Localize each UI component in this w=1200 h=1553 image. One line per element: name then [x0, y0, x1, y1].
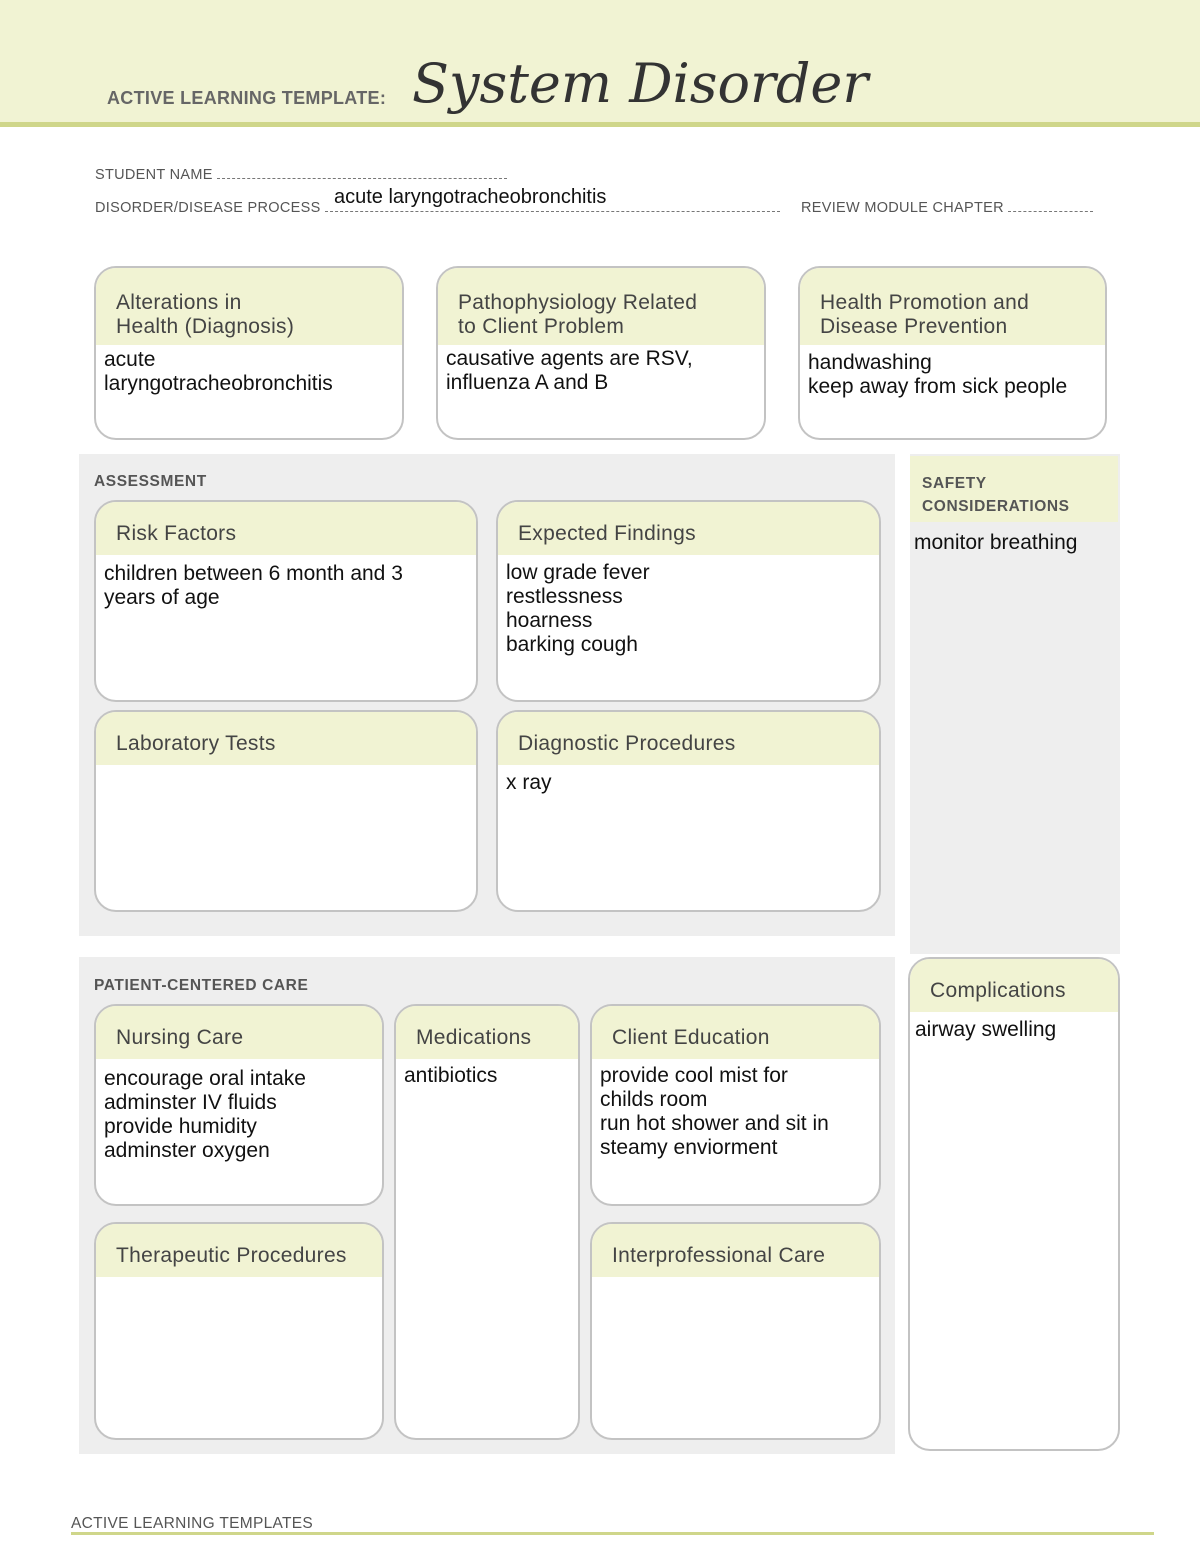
footer-label: ACTIVE LEARNING TEMPLATES [71, 1515, 314, 1532]
diagnostic-procedures-card [496, 710, 881, 912]
expected-findings-title: Expected Findings [498, 502, 879, 555]
interprofessional-care-card [590, 1222, 881, 1440]
patient-centered-care-label: PATIENT-CENTERED CARE [94, 977, 309, 994]
header-rule [0, 122, 1200, 127]
template-label: ACTIVE LEARNING TEMPLATE: [107, 88, 387, 108]
health-promotion-content[interactable]: handwashing keep away from sick people [808, 351, 1068, 398]
safety-panel [910, 454, 1120, 954]
student-name-field[interactable] [217, 165, 507, 179]
student-name-label: STUDENT NAME [95, 167, 213, 183]
safety-content[interactable]: monitor breathing [914, 531, 1078, 554]
laboratory-tests-title: Laboratory Tests [96, 712, 476, 765]
pathophysiology-title: Pathophysiology Related to Client Problem [438, 268, 764, 345]
alterations-title: Alterations in Health (Diagnosis) [96, 268, 402, 345]
complications-title: Complications [910, 959, 1118, 1012]
nursing-care-title: Nursing Care [96, 1006, 382, 1059]
complications-content[interactable]: airway swelling [915, 1018, 1057, 1041]
risk-factors-card [94, 500, 478, 702]
footer-rule [71, 1532, 1154, 1535]
client-education-content[interactable]: provide cool mist for childs room run hot shower and sit in steamy enviorment [600, 1064, 829, 1159]
pathophysiology-card [436, 266, 766, 440]
client-education-title: Client Education [592, 1006, 879, 1059]
therapeutic-procedures-content[interactable] [96, 1277, 382, 1283]
interprofessional-care-title: Interprofessional Care [592, 1224, 879, 1277]
health-promotion-title: Health Promotion and Disease Prevention [800, 268, 1105, 345]
therapeutic-procedures-title: Therapeutic Procedures [96, 1224, 382, 1277]
disorder-value: acute laryngotracheobronchitis [334, 186, 607, 208]
interprofessional-care-content[interactable] [592, 1277, 879, 1283]
nursing-care-content[interactable]: encourage oral intake adminster IV fluids provide humidity adminster oxygen [104, 1067, 306, 1162]
diagnostic-procedures-title: Diagnostic Procedures [498, 712, 879, 765]
risk-factors-title: Risk Factors [96, 502, 476, 555]
expected-findings-card [496, 500, 881, 702]
alterations-content[interactable]: acute laryngotracheobronchitis [104, 348, 333, 395]
page-title: System Disorder [412, 52, 869, 115]
alterations-card [94, 266, 404, 440]
nursing-care-card [94, 1004, 384, 1206]
review-module-row [801, 198, 1093, 216]
client-education-card [590, 1004, 881, 1206]
review-module-label: REVIEW MODULE CHAPTER [801, 200, 1004, 216]
health-promotion-card [798, 266, 1107, 440]
assessment-label: ASSESSMENT [94, 473, 207, 490]
medications-title: Medications [396, 1006, 578, 1059]
risk-factors-content[interactable]: children between 6 month and 3 years of age [104, 562, 403, 609]
student-name-row [95, 165, 507, 183]
safety-label: SAFETY CONSIDERATIONS [922, 475, 1070, 515]
medications-card [394, 1004, 580, 1440]
laboratory-tests-content[interactable] [96, 765, 476, 771]
disorder-label: DISORDER/DISEASE PROCESS [95, 200, 321, 216]
expected-findings-content[interactable]: low grade fever restlessness hoarness barking cough [506, 561, 650, 656]
laboratory-tests-card [94, 710, 478, 912]
medications-content[interactable]: antibiotics [404, 1064, 498, 1087]
complications-card [908, 957, 1120, 1451]
therapeutic-procedures-card [94, 1222, 384, 1440]
diagnostic-procedures-content[interactable]: x ray [506, 771, 552, 794]
pathophysiology-content[interactable]: causative agents are RSV, influenza A and B [446, 347, 693, 394]
review-module-field[interactable] [1008, 198, 1093, 212]
